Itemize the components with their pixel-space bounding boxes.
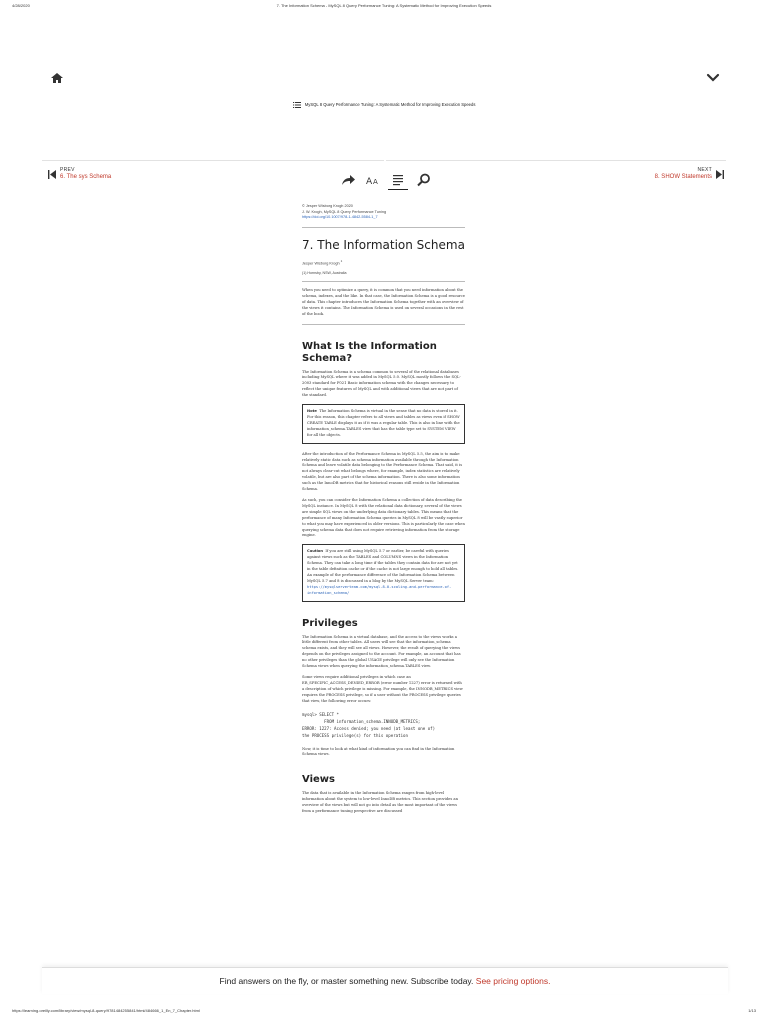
- home-icon[interactable]: [50, 72, 64, 84]
- reader-toolbar: [332, 171, 442, 191]
- divider: [302, 227, 465, 228]
- section-heading: What Is the Information Schema?: [302, 340, 437, 364]
- doi-link[interactable]: https://doi.org/10.1007/978-1-4842-5584-1_7: [302, 215, 378, 220]
- divider: [302, 281, 465, 282]
- caution-box: [302, 544, 465, 601]
- notes-icon[interactable]: [390, 173, 406, 187]
- toc-icon[interactable]: [293, 102, 301, 108]
- caution-body: If you are still using MySQL 5.7 or earlier, be careful with queries against views such as the TABLES and COLUMNS views in the Information Schema. They can take a long time if the tables they contain data for are not yet in the table definition cache or if the cache is not large enough to hold all tables. An example of the performance difference of the Information Schema between MySQL 5.7 and 8 is discussed in a blog by the MySQL Server team:: [307, 549, 459, 583]
- search-icon[interactable]: [416, 173, 432, 187]
- note-tag: Note: [307, 409, 317, 414]
- subscribe-banner: [42, 967, 728, 994]
- next-label: NEXT: [697, 167, 712, 173]
- note-box: [302, 404, 465, 444]
- divider: [42, 160, 384, 161]
- copyright: © Jesper Wisborg Krogh 2020: [302, 204, 353, 208]
- prev-label: PREV: [60, 167, 75, 173]
- note-body: The Information Schema is virtual in the sense that no data is stored in it. For this reason, this chapter refers to all views and tables as views even if SHOW CREATE TABLE displays it as if it was a regular table. This is also in line with the information_schema.TABLES view that has the table type set to SYSTEM VIEW for all the objects.: [307, 409, 460, 437]
- chapter-title: 7. The Information Schema: [302, 237, 465, 252]
- divider: [302, 324, 465, 325]
- chapter-meta: [302, 204, 465, 221]
- print-url: https://learning.oreilly.com/library/view/mysql-8-query/9781484255841/html/484666_1_En_7_Chapter.html: [12, 1008, 200, 1013]
- font-size-icon[interactable]: [365, 173, 381, 187]
- book-title-bar[interactable]: [0, 102, 768, 108]
- citation: J. W. Krogh, MySQL 8 Query Performance Tuning: [302, 209, 387, 214]
- paragraph: The Information Schema is a schema common to several of the relational databases including MySQL where it was added in MySQL 5.0. MySQL mostly follows the SQL-2003 standard for F021 Basic information schema with the changes necessary to reflect the unique features of MySQL and with additional views that are not part of the standard.: [302, 369, 461, 398]
- share-icon[interactable]: [340, 173, 356, 187]
- svg-text:A: A: [366, 177, 373, 187]
- prev-title[interactable]: 6. The sys Schema: [60, 174, 112, 180]
- author-name: Jesper Wisborg Krogh: [302, 261, 340, 266]
- blog-link[interactable]: https://mysqlserverteam.com/mysql-8-0-scaling-and-performance-of-information_schema/: [307, 584, 452, 595]
- section-heading: Views: [302, 774, 335, 786]
- skip-back-icon[interactable]: [48, 170, 56, 179]
- print-date: 4/28/2020: [12, 3, 30, 8]
- pricing-link[interactable]: See pricing options.: [475, 976, 551, 986]
- print-title: 7. The Information Schema - MySQL 8 Query Performance Tuning: A Systematic Method for Improving Execution Speeds: [276, 3, 492, 8]
- print-page-number: 1/13: [748, 1008, 756, 1013]
- skip-forward-icon[interactable]: [716, 170, 724, 179]
- chevron-down-icon[interactable]: [706, 72, 720, 84]
- print-footer: [12, 1008, 756, 1018]
- section-heading: Privileges: [302, 617, 358, 629]
- code-block: mysql> SELECT * FROM information_schema.INNODB_METRICS; ERROR: 1227: Access denied; you need (at least one of) the PROCESS privilege(s) for this operation: [302, 711, 436, 738]
- affiliation: (1) Hornsby, NSW, Australia: [302, 271, 347, 276]
- caution-text: [307, 549, 460, 596]
- print-header: [12, 3, 756, 13]
- paragraph: The data that is available in the Information Schema ranges from high-level information about the system to low-level InnoDB metrics. This section provides an overview of the views but will not go into detail as the most important of the views from a performance tuning perspective are discussed: [302, 791, 459, 814]
- note-text: [307, 409, 460, 439]
- caution-tag: Caution: [307, 549, 324, 554]
- paragraph: As such, you can consider the Information Schema a collection of data describing the MySQL instance. In MySQL 8 with the relational data dictionary, several of the views are simple SQL views on the underlying data dictionary tables. This means that the performance of many Information Schema queries in MySQL 8 will be vastly superior to what you may have experienced in older versions. This is particularly the case when querying schema data that does not require retrieving information from the storage engine.: [302, 497, 465, 538]
- paragraph: Now, it is time to look at what kind of information you can find in the Information Schema views.: [302, 746, 455, 757]
- paragraph: Some views require additional privileges in which case an ER_SPECIFIC_ACCESS_DENIED_ERROR (error number 1227) error is returned with a description of which privilege is missing. For example, the INNODB_METRICS view requires the PROCESS privilege, so if a user without the PROCESS privilege queries that view, the following error occurs:: [302, 675, 463, 703]
- paragraph: After the introduction of the Performance Schema in MySQL 5.5, the aim is to make relatively static data such as schema information available through the Information Schema and leave volatile data belonging to the Performance Schema. That said, it is not always clear-cut what belongs where, for example, index statistics are relatively volatile, but are also part of the schema information. There is also some information such as the InnoDB metrics that for historical reasons still reside in the Information Schema.: [302, 451, 463, 492]
- chapter-content: [302, 204, 465, 820]
- author-affiliation-ref: 1: [340, 258, 343, 263]
- divider: [386, 160, 726, 161]
- banner-text: Find answers on the fly, or master something new. Subscribe today.: [219, 976, 476, 986]
- active-tab-indicator: [388, 189, 408, 190]
- abstract: When you need to optimize a query, it is common that you need information about the schema, indexes, and the like. In that case, the Information Schema is a good resource of data. This chapter introduces the Information Schema together with an overview of the views it contains. The Information Schema is used on several occasions in the rest of the book.: [302, 288, 465, 316]
- paragraph: The Information Schema is a virtual database, and the access to the views works a little different from other tables. All users will see that the information_schema schema exists, and they will see all views. However, the result of querying the views depends on the privileges assigned to the account. For example, an account that has no other privileges than the global USAGE privilege will only see the Information Schema views when querying the information_schema.TABLES view.: [302, 634, 461, 669]
- svg-text:A: A: [373, 178, 378, 186]
- book-title[interactable]: MySQL 8 Query Performance Tuning: A Systematic Method for Improving Execution Speeds: [304, 102, 476, 108]
- author: [302, 259, 465, 265]
- next-title[interactable]: 8. SHOW Statements: [654, 174, 712, 180]
